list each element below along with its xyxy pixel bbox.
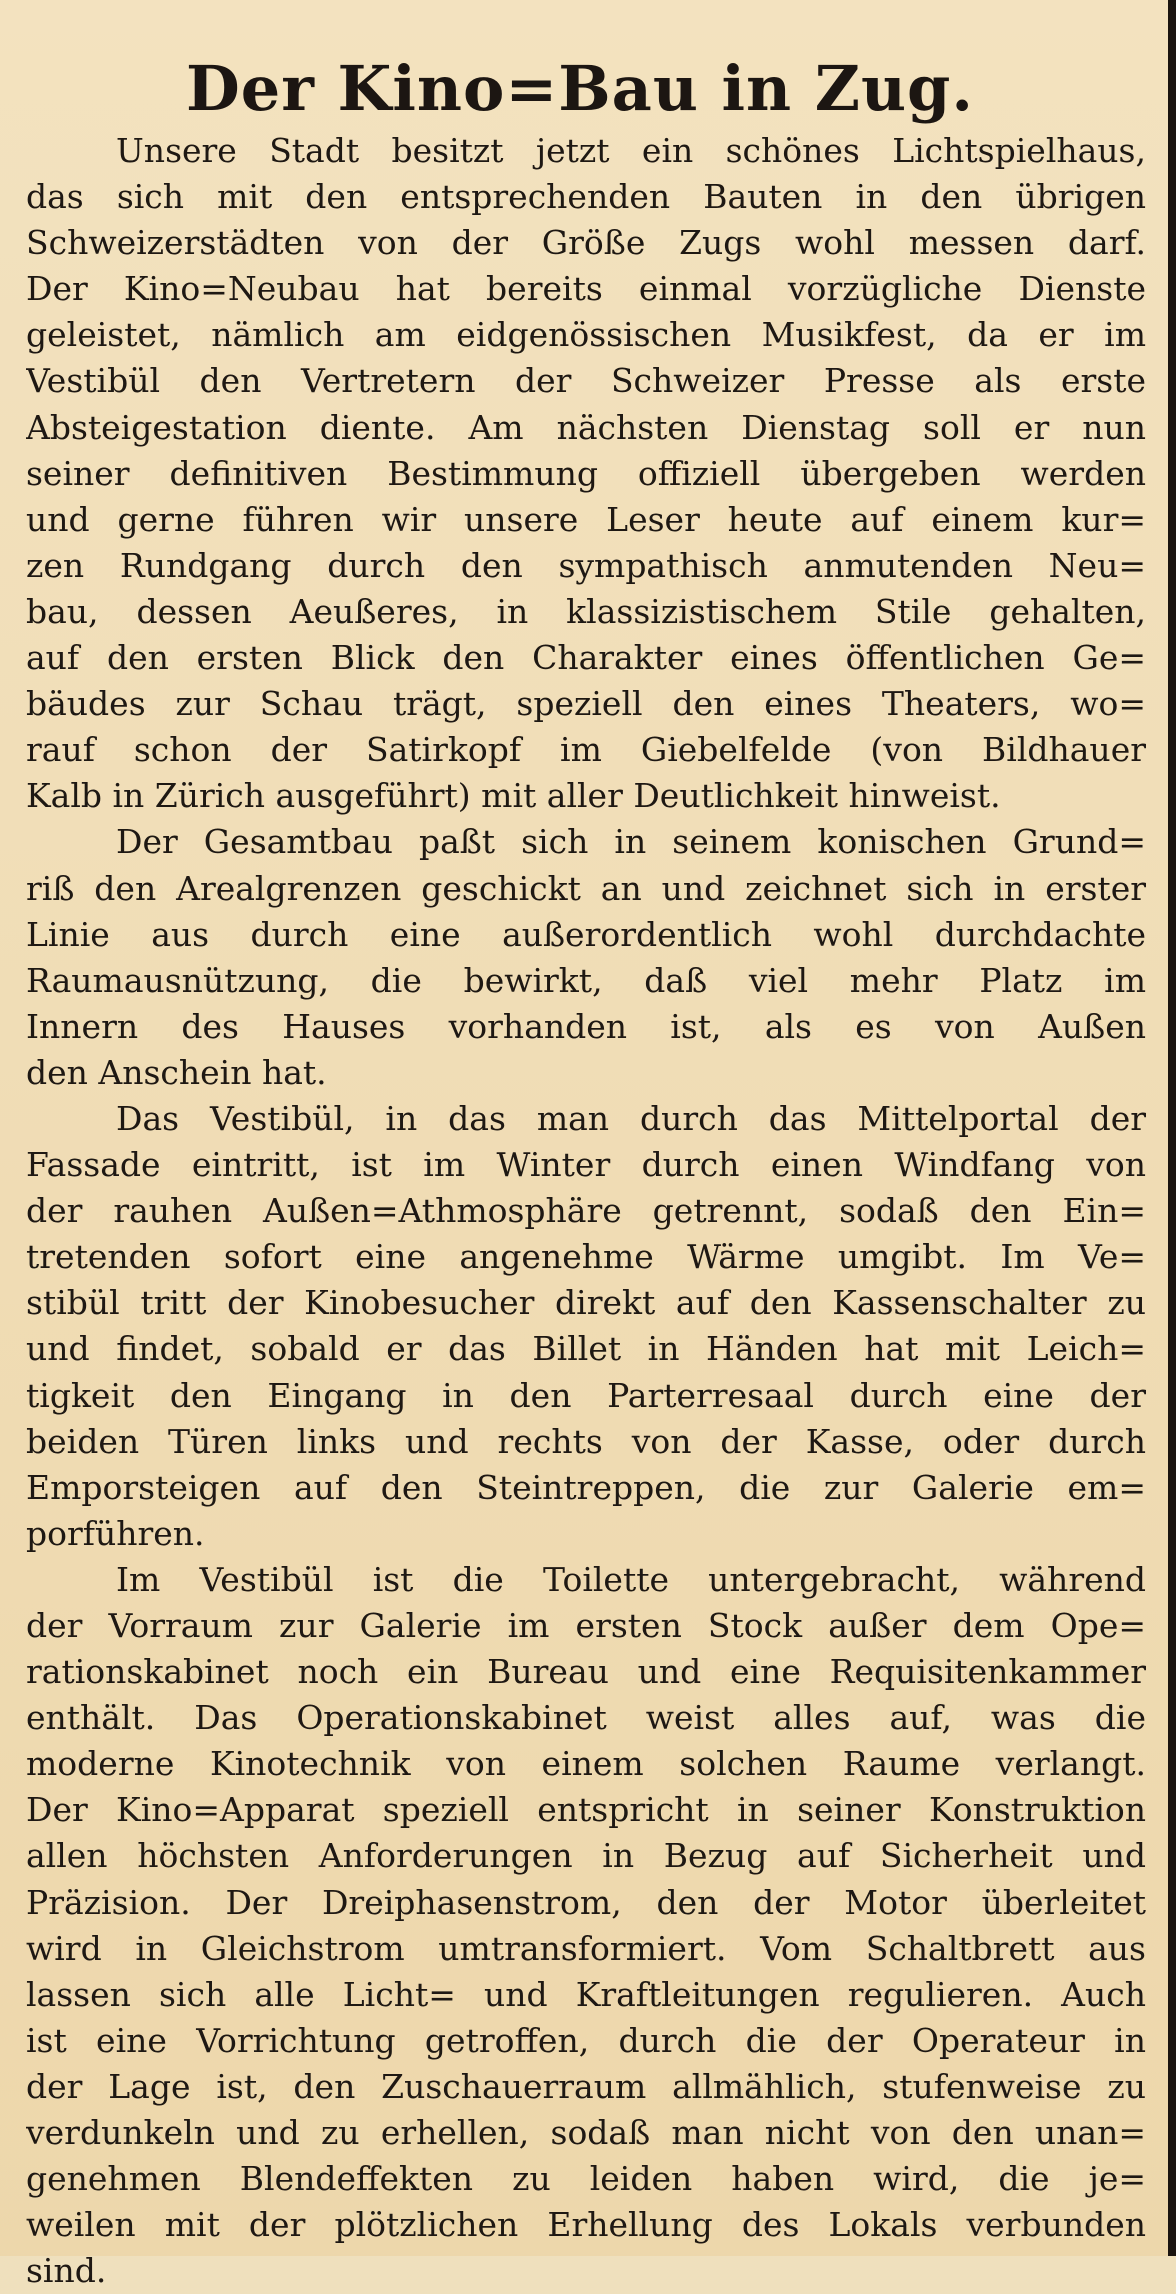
text-line: Präzision. Der Dreiphasenstrom, den der Motor überleitet [26,1882,1146,1922]
text-line: ist eine Vorrichtung getroffen, durch die der Operateur in [26,2020,1146,2060]
text-line: bau, dessen Aeußeres, in klassizistischem Stile gehalten, [26,591,1146,631]
text-line: Fassade eintritt, ist im Winter durch einen Windfang von [26,1145,1146,1185]
text-line: Im Vestibül ist die Toilette untergebracht, während [116,1559,1146,1599]
text-line: allen höchsten Anforderungen in Bezug auf Sicherheit und [26,1836,1146,1876]
text-line: enthält. Das Operationskabinet weist alles auf, was die [26,1698,1146,1738]
text-line: Der Kino=Apparat speziell entspricht in seiner Konstruktion [26,1790,1146,1830]
text-line: der Vorraum zur Galerie im ersten Stock außer dem Ope= [26,1606,1146,1645]
text-line: porführen. [26,1513,205,1553]
text-line: verdunkeln und zu erhellen, sodaß man nicht von den unan= [26,2113,1146,2153]
text-line: wird in Gleichstrom umtransformiert. Vom Schaltbrett aus [26,1928,1146,1968]
text-line: der rauhen Außen=Athmosphäre getrennt, sodaß den Ein= [26,1191,1146,1231]
text-line: Absteigestation diente. Am nächsten Dienstag soll er nun [26,407,1146,447]
text-line: Emporsteigen auf den Steintreppen, die zur Galerie em= [26,1467,1146,1507]
text-line: tretenden sofort eine angenehme Wärme umgibt. Im Ve= [26,1237,1146,1277]
text-line: lassen sich alle Licht= und Kraftleitungen regulieren. Auch [26,1974,1146,2014]
text-line: Der Kino=Neubau hat bereits einmal vorzügliche Dienste [26,269,1146,309]
text-line: den Anschein hat. [26,1052,327,1092]
text-line: riß den Arealgrenzen geschickt an und zeichnet sich in erster [26,868,1146,908]
text-line: auf den ersten Blick den Charakter eines öffentlichen Ge= [26,638,1146,678]
text-line: moderne Kinotechnik von einem solchen Raume verlangt. [26,1744,1146,1784]
text-line: tigkeit den Eingang in den Parterresaal durch eine der [26,1375,1146,1415]
text-line: genehmen Blendeffekten zu leiden haben wird, die je= [26,2159,1146,2199]
text-line: Der Gesamtbau paßt sich in seinem konischen Grund= [116,822,1146,862]
text-line: sind. [26,2251,107,2291]
text-line: Linie aus durch eine außerordentlich wohl durchdachte [26,914,1146,954]
text-line: und findet, sobald er das Billet in Händen hat mit Leich= [26,1329,1146,1369]
text-line: das sich mit den entsprechenden Bauten in den übrigen [26,177,1146,217]
text-line: geleistet, nämlich am eidgenössischen Musikfest, da er im [26,315,1146,355]
text-line: der Lage ist, den Zuschauerraum allmählich, stufenweise zu [26,2066,1146,2106]
text-line: beiden Türen links und rechts von der Kasse, oder durch [26,1421,1146,1461]
text-line: Schweizerstädten von der Größe Zugs wohl messen darf. [26,223,1146,263]
text-line: Raumausnützung, die bewirkt, daß viel mehr Platz im [26,960,1146,1000]
article-title: Der Kino=Bau in Zug. [185,52,974,125]
text-line: bäudes zur Schau trägt, speziell den eines Theaters, wo= [26,684,1146,724]
text-line: rationskabinet noch ein Bureau und eine Requisitenkammer [26,1652,1146,1692]
text-line: Kalb in Zürich ausgeführt) mit aller Deutlichkeit hinweist. [26,776,1001,816]
text-line: seiner definitiven Bestimmung offiziell übergeben werden [26,453,1146,493]
text-line: stibül tritt der Kinobesucher direkt auf den Kassenschalter zu [26,1283,1146,1323]
article-body [26,128,1146,2294]
column-rule [1168,0,1176,2256]
text-line: rauf schon der Satirkopf im Giebelfelde (von Bildhauer [26,730,1146,770]
text-line: Unsere Stadt besitzt jetzt ein schönes Lichtspielhaus, [116,131,1146,170]
text-line: Vestibül den Vertretern der Schweizer Presse als erste [26,361,1146,401]
text-line: und gerne führen wir unsere Leser heute auf einem kur= [26,499,1146,539]
text-line: Das Vestibül, in das man durch das Mittelportal der [116,1098,1146,1138]
text-line: Innern des Hauses vorhanden ist, als es von Außen [26,1006,1146,1046]
text-line: zen Rundgang durch den sympathisch anmutenden Neu= [26,545,1146,585]
text-line: weilen mit der plötzlichen Erhellung des Lokals verbunden [26,2205,1146,2245]
